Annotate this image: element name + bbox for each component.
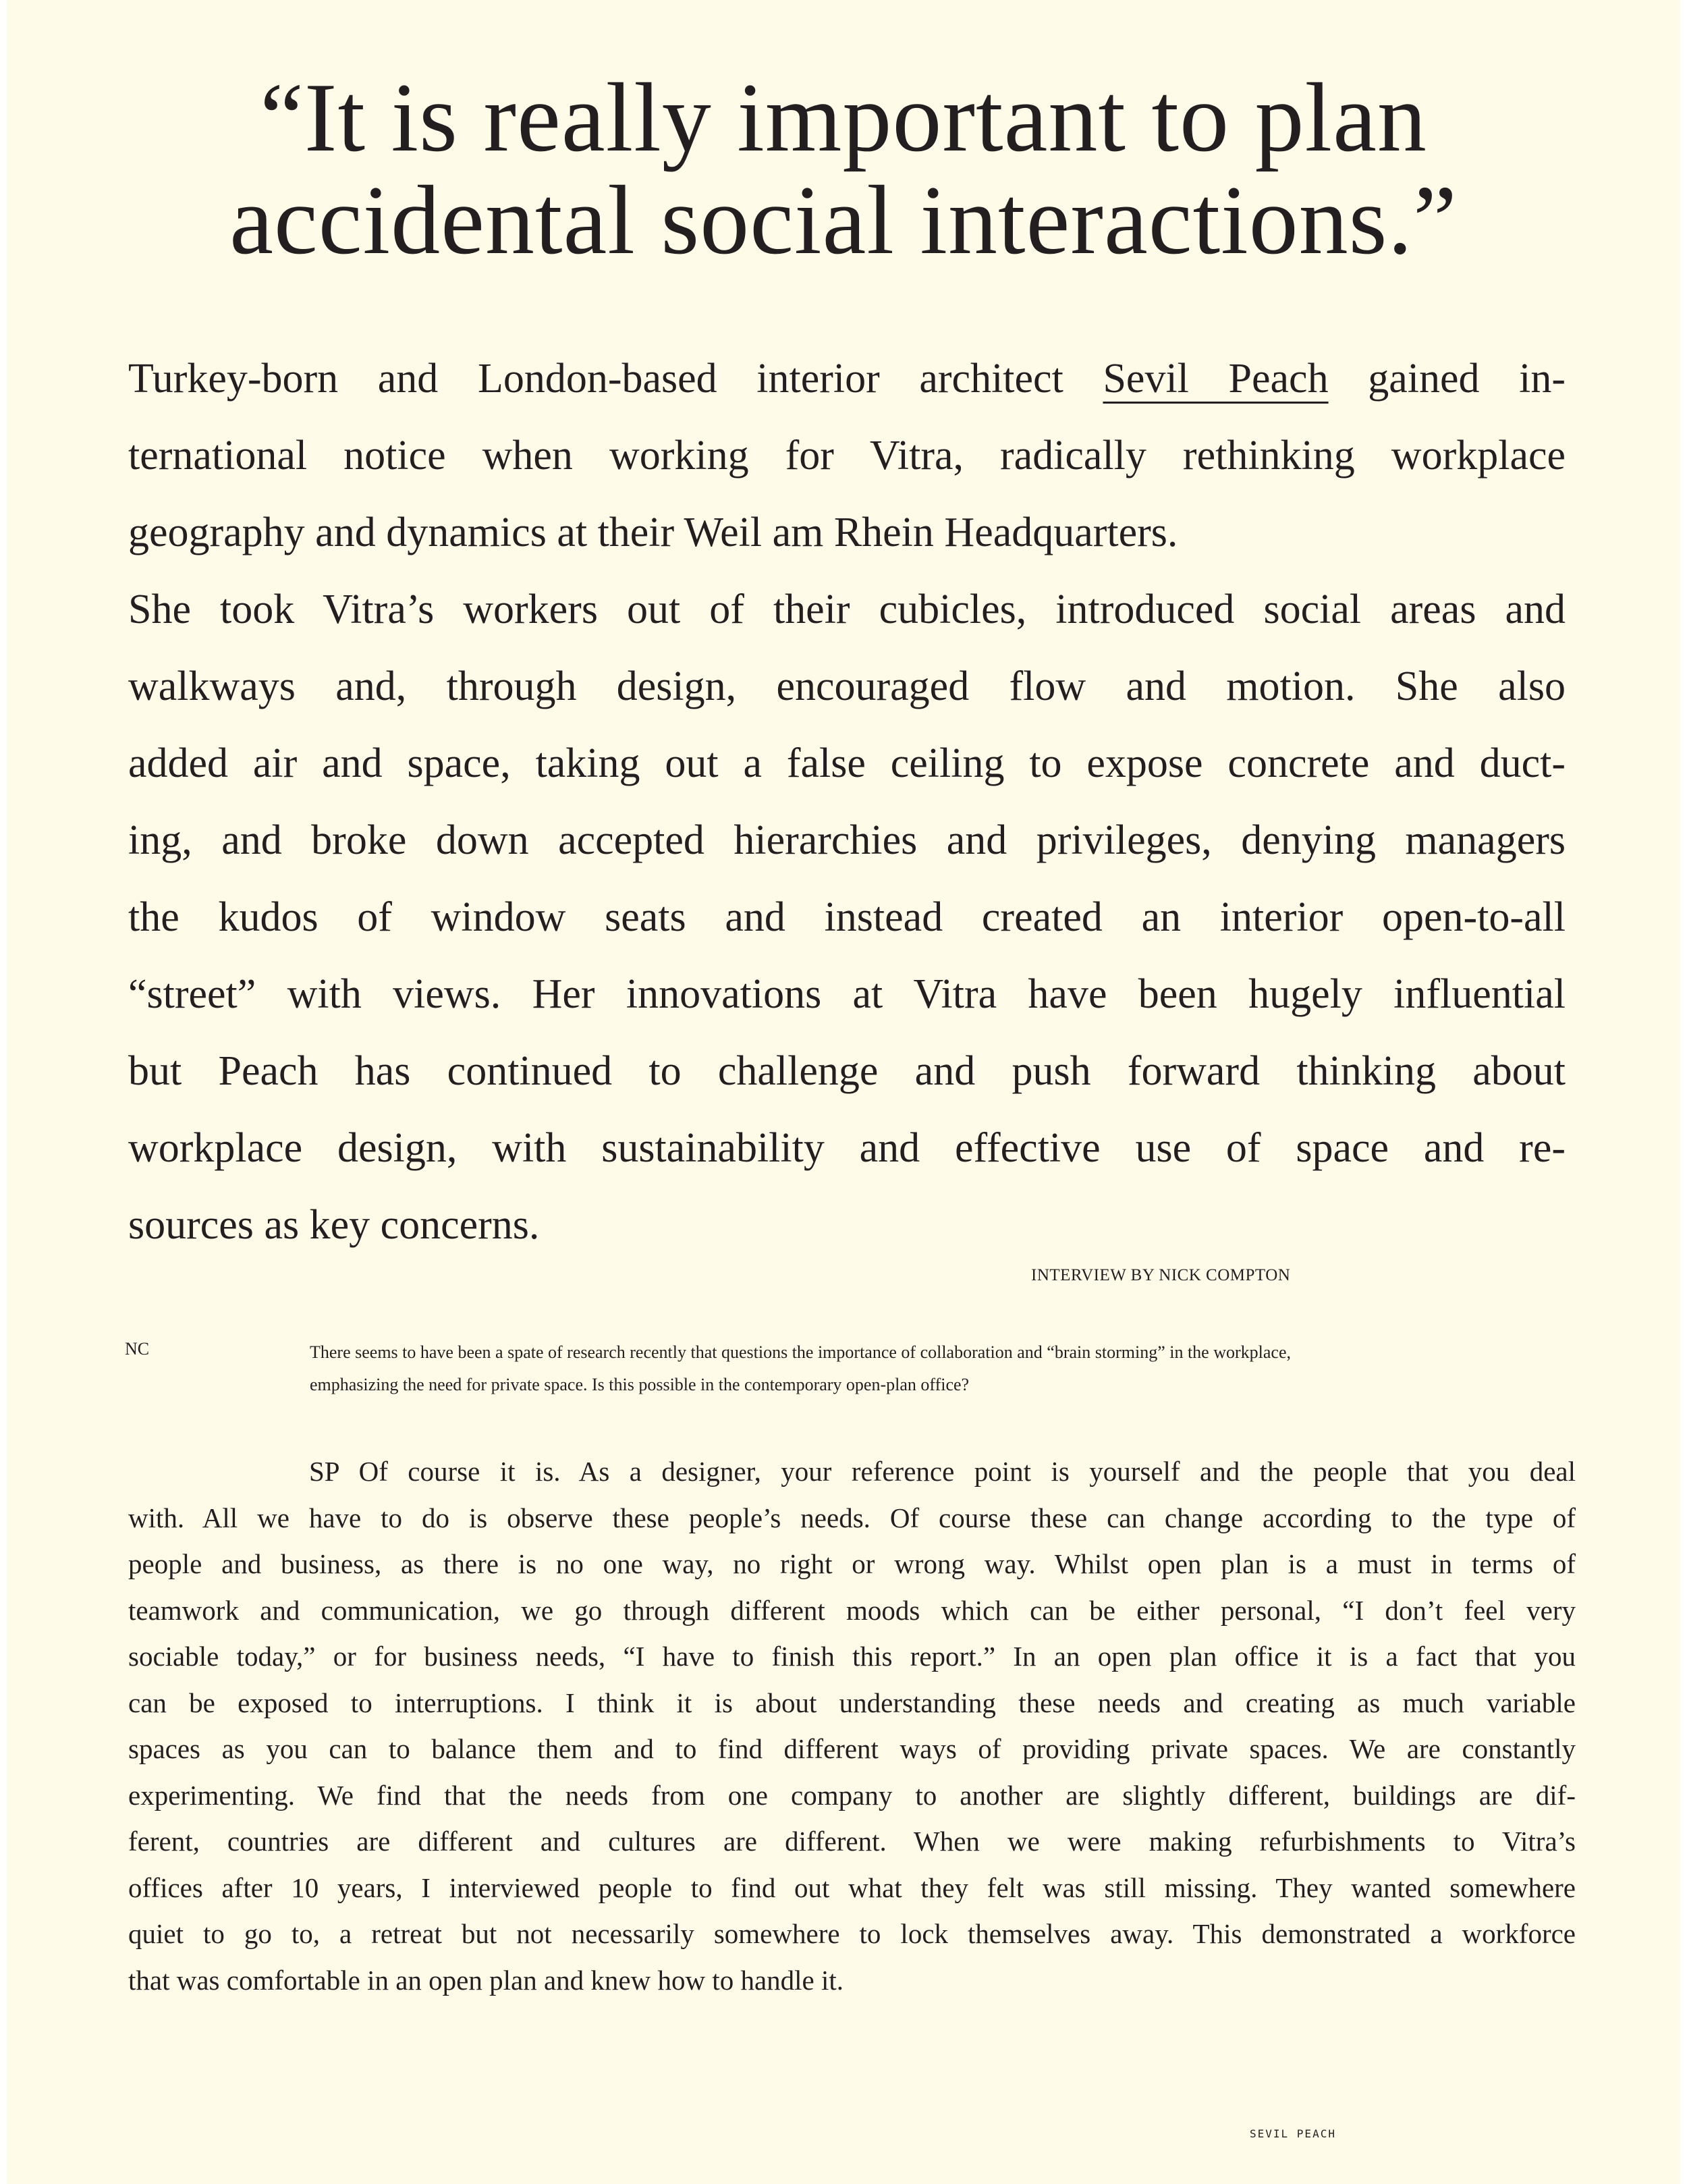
intro-line: the kudos of window seats and instead created an interior open-to-all (128, 894, 1566, 940)
intro-line: but Peach has continued to challenge and push forward thinking about (128, 1048, 1566, 1094)
intro-line: added air and space, taking out a false ceiling to expose concrete and duct- (128, 740, 1566, 786)
headline-line-1: “It is really important to plan (260, 63, 1427, 172)
headline-line-2: accidental social interactions.” (229, 165, 1458, 275)
pull-quote-headline (7, 63, 1680, 275)
answer-line: can be exposed to interruptions. I think it is about understanding these needs and creating as much variable (128, 1687, 1576, 1718)
question-line: emphasizing the need for private space. Is this possible in the contemporary open-plan office? (310, 1375, 970, 1394)
intro-paragraph (128, 340, 1566, 1263)
intro-line: ternational notice when working for Vitra, radically rethinking workplace (128, 433, 1566, 479)
answer-line: people and business, as there is no one way, no right or wrong way. Whilst open plan is a must in terms of (128, 1548, 1576, 1579)
question-line: There seems to have been a spate of research recently that questions the importance of collaboration and “brain storming” in the workplace, (310, 1342, 1291, 1362)
intro-text: Turkey-born and London-based interior architect (128, 356, 1103, 402)
answer-line-1 (128, 1448, 1576, 1495)
answer-line: spaces as you can to balance them and to find different ways of providing private spaces. We are constantly (128, 1733, 1576, 1764)
answer-line: experimenting. We find that the needs from one company to another are slightly different, buildings are dif- (128, 1779, 1576, 1811)
magazine-page (7, 0, 1680, 2184)
intro-line: walkways and, through design, encouraged flow and motion. She also (128, 663, 1566, 709)
question-speaker-initials: NC (125, 1339, 150, 1359)
answer-line: ferent, countries are different and cultures are different. When we were making refurbishments to Vitra’s (128, 1826, 1576, 1857)
intro-line: geography and dynamics at their Weil am Rhein Headquarters. (128, 510, 1178, 555)
intro-line: “street” with views. Her innovations at Vitra have been hugely influential (128, 971, 1566, 1017)
answer-text: Of course it is. As a designer, your reference point is yourself and the people that you deal (358, 1456, 1576, 1487)
intro-text: gained in- (1328, 356, 1566, 402)
intro-line: ing, and broke down accepted hierarchies and privileges, denying managers (128, 817, 1566, 863)
answer-line: that was comfortable in an open plan and knew how to handle it. (128, 1964, 844, 1996)
answer-line: with. All we have to do is observe these people’s needs. Of course these can change according to the type of (128, 1502, 1576, 1533)
sevil-peach-link[interactable]: Sevil Peach (1103, 356, 1329, 402)
answer-line: offices after 10 years, I interviewed people to find out what they felt was still missing. They wanted somewhere (128, 1872, 1576, 1903)
interview-question (310, 1336, 1578, 1401)
running-footer: SEVIL PEACH (1250, 2127, 1336, 2140)
intro-line: sources as key concerns. (128, 1202, 540, 1248)
answer-speaker-initials: SP (309, 1456, 340, 1487)
interview-answer (128, 1448, 1576, 2003)
intro-line-1 (128, 340, 1566, 417)
answer-line: sociable today,” or for business needs, “I have to finish this report.” In an open plan office it is a fact that you (128, 1641, 1576, 1672)
intro-line: She took Vitra’s workers out of their cubicles, introduced social areas and (128, 586, 1566, 632)
interviewer-byline: INTERVIEW BY NICK COMPTON (1031, 1266, 1291, 1284)
answer-line: quiet to go to, a retreat but not necessarily somewhere to lock themselves away. This demonstrated a workforce (128, 1918, 1576, 1949)
answer-line: teamwork and communication, we go through different moods which can be either personal, “I don’t feel very (128, 1594, 1576, 1626)
intro-line: workplace design, with sustainability and effective use of space and re- (128, 1125, 1566, 1171)
